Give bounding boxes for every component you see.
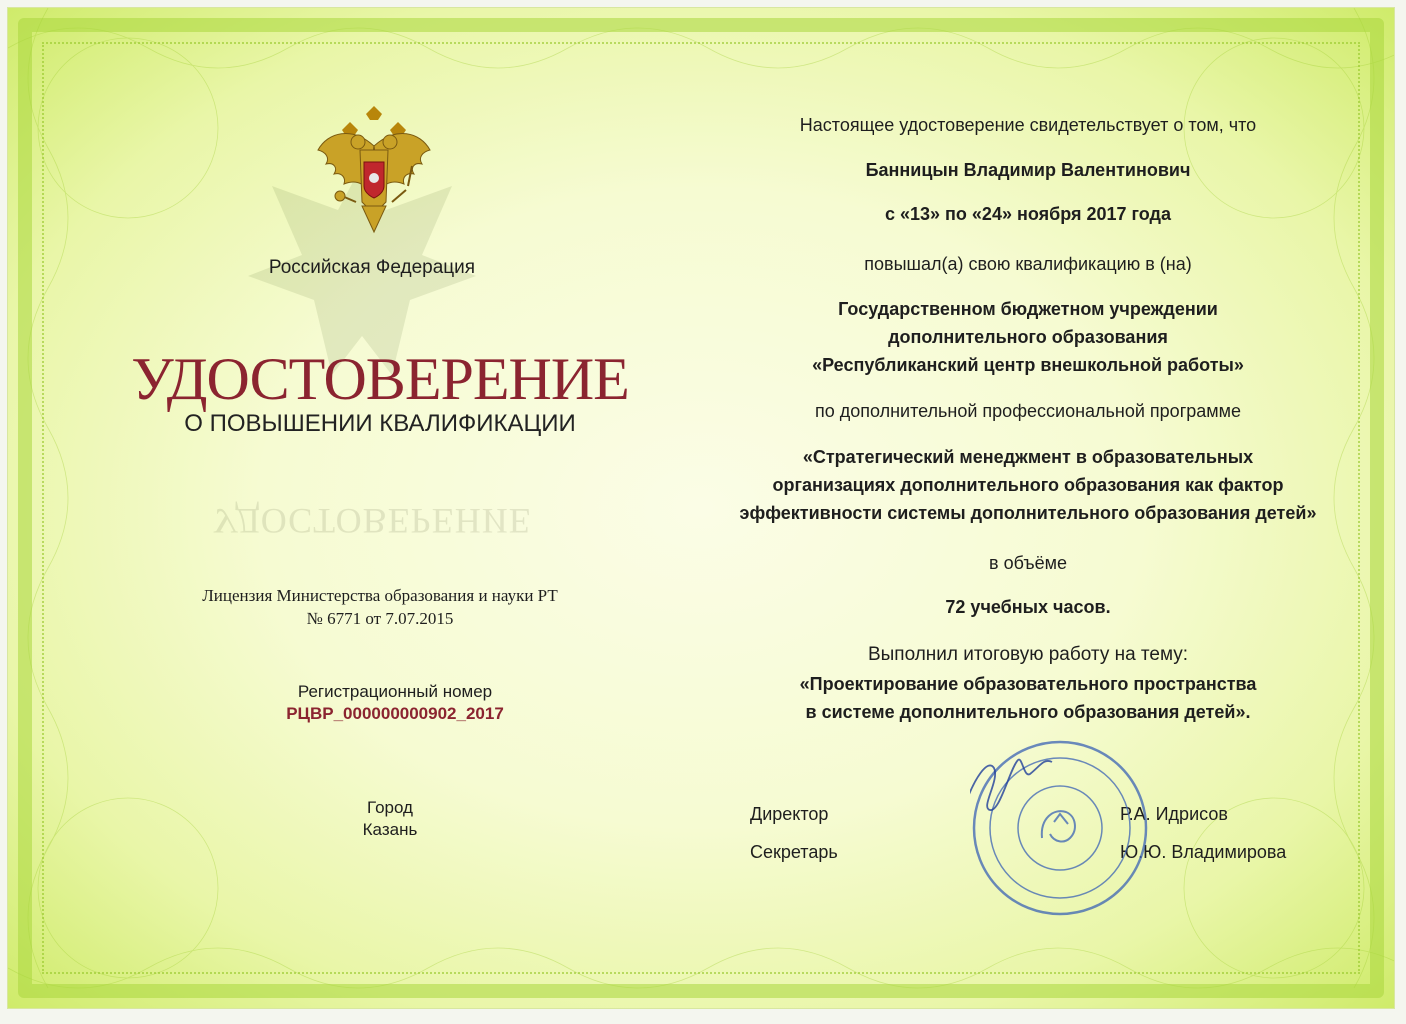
final-topic-line-1: «Проектирование образовательного пространства xyxy=(799,674,1257,694)
registration-number: РЦВР_000000000902_2017 xyxy=(286,704,504,723)
org-line-3: «Республиканский центр внешкольной работы» xyxy=(812,355,1244,375)
license-line-1: Лицензия Министерства образования и науки РТ xyxy=(202,586,558,605)
city-label: Город xyxy=(367,798,413,817)
city-name: Казань xyxy=(362,820,418,839)
director-label: Директор xyxy=(750,804,829,824)
org-line-1: Государственном бюджетном учреждении xyxy=(838,299,1218,319)
official-stamp-icon xyxy=(970,738,1150,918)
director-name: Р.А. Идрисов xyxy=(1120,804,1228,824)
certificate-title: УДОСТОВЕРЕНИЕ xyxy=(131,346,629,412)
holder-name: Банницын Владимир Валентинович xyxy=(865,160,1191,180)
program-line-3: эффективности системы дополнительного образования детей» xyxy=(739,503,1317,523)
final-work-label: Выполнил итоговую работу на тему: xyxy=(867,644,1189,665)
program-line-2: организациях дополнительного образования как фактор xyxy=(772,475,1284,495)
country-name: Российская Федерация xyxy=(268,257,476,278)
volume-label: в объёме xyxy=(989,553,1067,573)
secretary-name: Ю.Ю. Владимирова xyxy=(1120,842,1287,862)
mirrored-title-watermark: УДОСТОВЕРЕНИЕ xyxy=(212,501,532,541)
training-dates: с «13» по «24» ноября 2017 года xyxy=(885,204,1171,224)
registration-label: Регистрационный номер xyxy=(297,682,493,701)
russian-coat-of-arms-icon xyxy=(312,106,436,234)
program-line-1: «Стратегический менеджмент в образовательных xyxy=(802,447,1254,467)
program-label: по дополнительной профессиональной программе xyxy=(814,401,1242,421)
license-line-2: № 6771 от 7.07.2015 xyxy=(306,609,454,628)
final-topic-line-2: в системе дополнительного образования детей». xyxy=(805,702,1251,722)
intro-text: Настоящее удостоверение свидетельствует о том, что xyxy=(799,115,1257,135)
hours-value: 72 учебных часов. xyxy=(945,597,1111,617)
org-line-2: дополнительного образования xyxy=(888,327,1168,347)
improved-text: повышал(а) свою квалификацию в (на) xyxy=(864,254,1192,274)
certificate-subtitle: О ПОВЫШЕНИИ КВАЛИФИКАЦИИ xyxy=(184,410,576,437)
secretary-label: Секретарь xyxy=(750,842,838,862)
